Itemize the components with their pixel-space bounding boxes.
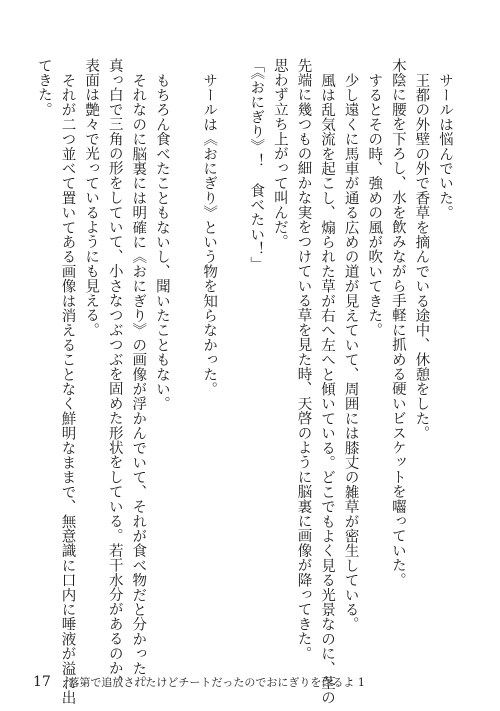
text-line: 表面は艶々で光っているようにも見える。 (83, 58, 100, 338)
text-line: もちろん食べたこともないし、聞いたこともない。 (153, 72, 170, 411)
text-line: 王都の外壁の外で香草を摘んでいる途中、休憩をした。 (413, 72, 430, 440)
text-line: 先端に幾つもの細かな実をつけている草を見た時、天啓のように脳裏に画像が降ってきた。 (295, 58, 312, 661)
text-line: 思わず立ち上がって叫んだ。 (271, 58, 288, 250)
text-line: するとその時、強めの風が吹いてきた。 (366, 72, 383, 338)
text-line: 風は乱気流を起こし、煽られた草が右へ左へと傾いている。どこでもよく見る光景なのに、茎の (319, 72, 336, 705)
text-line: それが二つ並べて置いてある画像は消えることなく鮮明なままで、無意識に口内に唾液が溢れ出 (59, 72, 76, 705)
text-line: 木陰に腰を下ろし、水を飲みながら手軽に抓める硬いビスケットを囓っていた。 (389, 58, 406, 588)
text-line: てきた。 (35, 58, 52, 117)
page-footer (33, 674, 365, 690)
text-line: 少し遠くに馬車が通る広めの道が見えていて、周囲には膝丈の雑草が密生している。 (342, 72, 359, 632)
page-number: 17 (33, 674, 51, 690)
text-line: それなのに脳裏には明確に《おにぎり》の画像が浮かんでいて、それが食べ物だと分かった。 (130, 72, 147, 690)
text-line: サールは悩んでいた。 (437, 72, 453, 220)
book-title: 落第で追放されたけどチートだったのでおにぎりを作るよ 1 (68, 676, 365, 689)
text-line: 真っ白で三角の形をしていて、小さなつぶつぶを固めた形状をしている。若干水分があるのか、 (106, 58, 123, 691)
text-line: サールは《おにぎり》という物を知らなかった。 (201, 72, 218, 396)
text-line: 「《おにぎり》！ 食べたい！」 (248, 58, 265, 272)
